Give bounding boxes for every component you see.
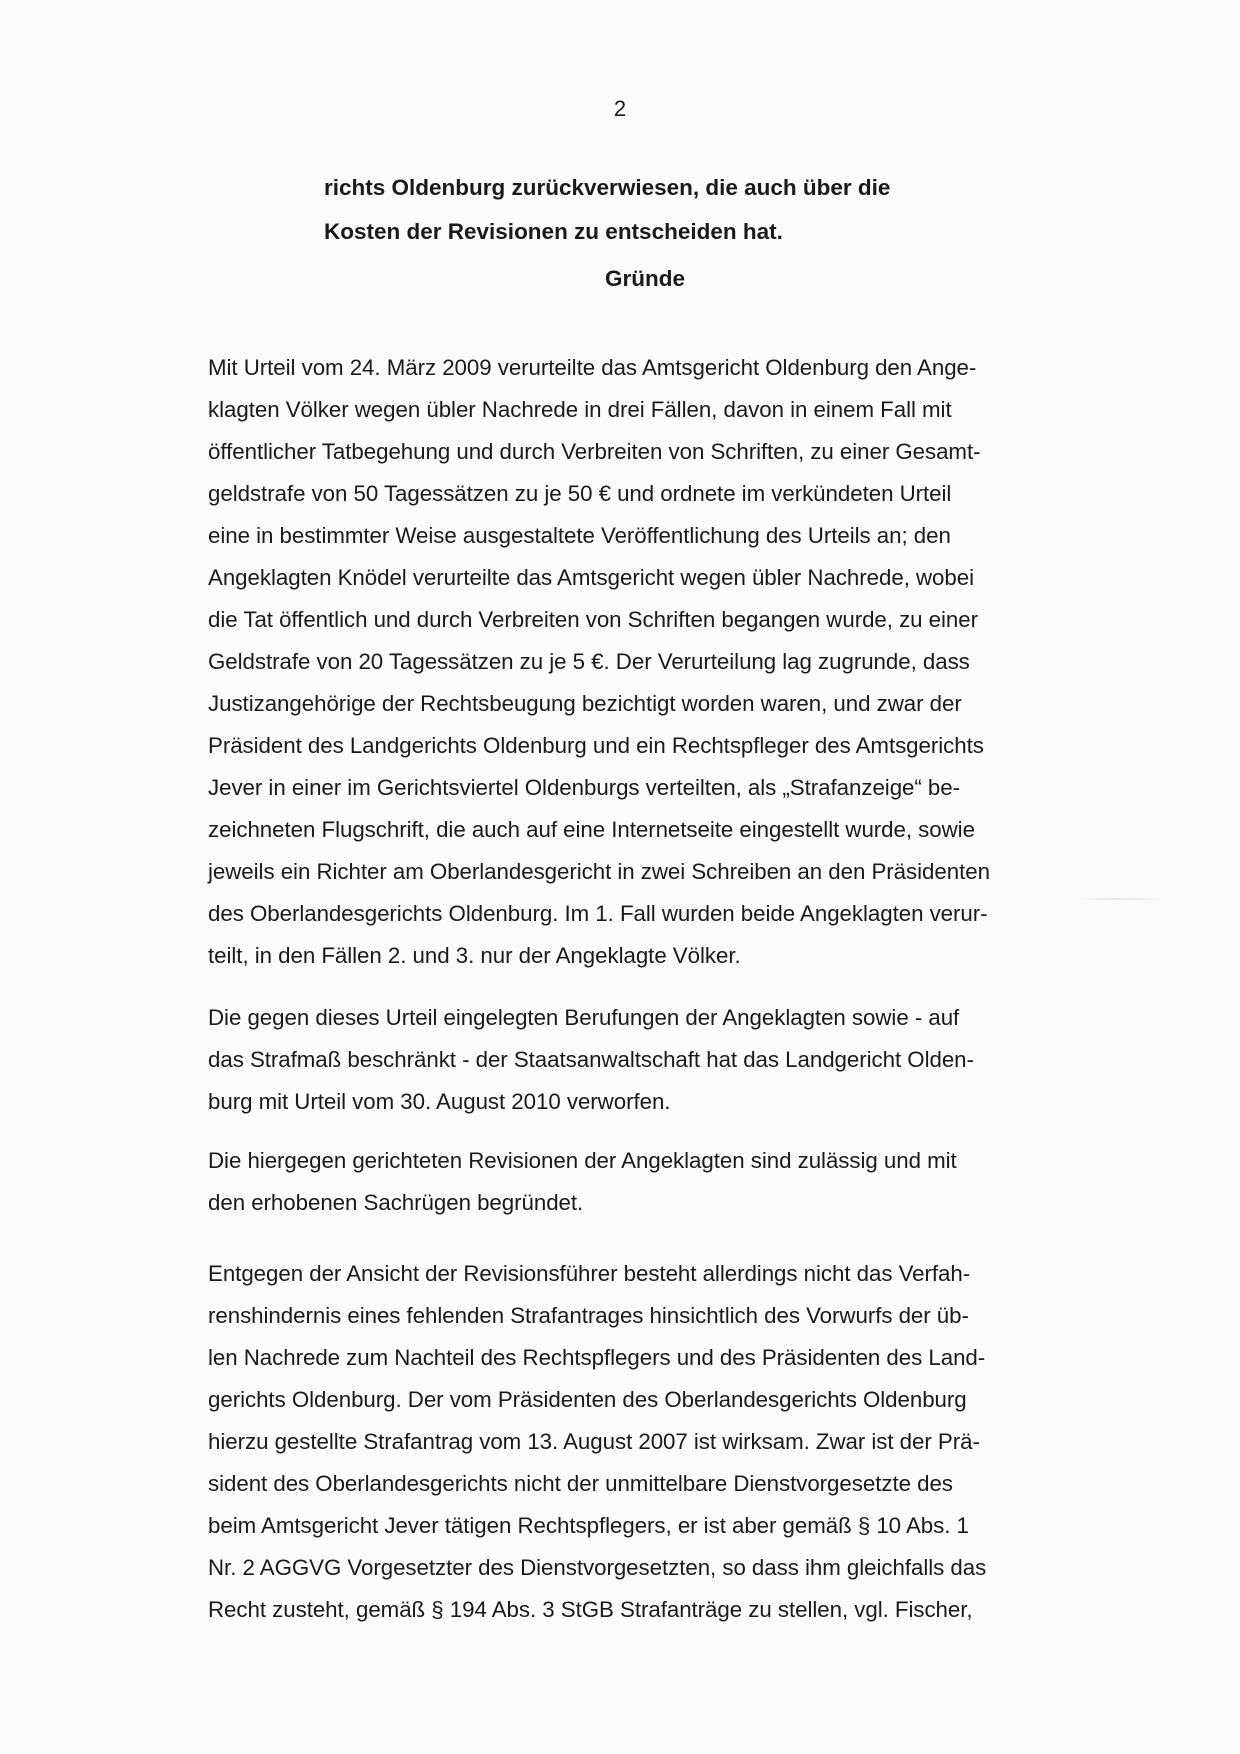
text-line: geldstrafe von 50 Tagessätzen zu je 50 € und ordnete im verkündeten Urteil (208, 481, 952, 506)
text-line: des Oberlandesgerichts Oldenburg. Im 1. Fall wurden beide Angeklagten verur- (208, 901, 988, 926)
text-line: renshindernis eines fehlenden Strafantrages hinsichtlich des Vorwurfs der üb- (208, 1303, 969, 1328)
heading-line: richts Oldenburg zurückverwiesen, die auch über die (324, 175, 891, 200)
text-line: das Strafmaß beschränkt - der Staatsanwaltschaft hat das Landgericht Olden- (208, 1047, 974, 1072)
text-line: Präsident des Landgerichts Oldenburg und ein Rechtspfleger des Amtsgerichts (208, 733, 984, 758)
text-line: Die gegen dieses Urteil eingelegten Berufungen der Angeklagten sowie - auf (208, 1005, 960, 1030)
text-line: Geldstrafe von 20 Tagessätzen zu je 5 €. Der Verurteilung lag zugrunde, dass (208, 649, 970, 674)
heading-continuation (324, 166, 1044, 254)
paragraph-appeal (208, 997, 1088, 1123)
text-line: sident des Oberlandesgerichts nicht der unmittelbare Dienstvorgesetzte des (208, 1471, 953, 1496)
text-line: gerichts Oldenburg. Der vom Präsidenten des Oberlandesgerichts Oldenburg (208, 1387, 967, 1412)
text-line: jeweils ein Richter am Oberlandesgericht in zwei Schreiben an den Präsidenten (208, 859, 990, 884)
paragraph-revision-admissible (208, 1140, 1088, 1224)
paragraph-verdict-first-instance (208, 347, 1088, 977)
text-line: burg mit Urteil vom 30. August 2010 verworfen. (208, 1089, 671, 1114)
text-line: teilt, in den Fällen 2. und 3. nur der Angeklagte Völker. (208, 943, 741, 968)
text-line: öffentlicher Tatbegehung und durch Verbreiten von Schriften, zu einer Gesamt- (208, 439, 981, 464)
text-line: Die hiergegen gerichteten Revisionen der Angeklagten sind zulässig und mit (208, 1148, 957, 1173)
text-line: den erhobenen Sachrügen begründet. (208, 1190, 584, 1215)
text-line: len Nachrede zum Nachteil des Rechtspflegers und des Präsidenten des Land- (208, 1345, 986, 1370)
heading-line: Kosten der Revisionen zu entscheiden hat. (324, 219, 783, 244)
text-line: Recht zusteht, gemäß § 194 Abs. 3 StGB Strafanträge zu stellen, vgl. Fischer, (208, 1597, 973, 1622)
text-line: zeichneten Flugschrift, die auch auf eine Internetseite eingestellt wurde, sowie (208, 817, 975, 842)
page-number: 2 (613, 96, 627, 121)
text-line: Jever in einer im Gerichtsviertel Oldenburgs verteilten, als „Strafanzeige“ be- (208, 775, 960, 800)
text-line: hierzu gestellte Strafantrag vom 13. August 2007 ist wirksam. Zwar ist der Prä- (208, 1429, 980, 1454)
text-line: eine in bestimmter Weise ausgestaltete Veröffentlichung des Urteils an; den (208, 523, 951, 548)
section-title: Gründe (604, 266, 685, 291)
text-line: Entgegen der Ansicht der Revisionsführer besteht allerdings nicht das Verfah- (208, 1261, 971, 1286)
text-line: Justizangehörige der Rechtsbeugung bezichtigt worden waren, und zwar der (208, 691, 962, 716)
paragraph-criminal-complaint (208, 1253, 1088, 1631)
text-line: Angeklagten Knödel verurteilte das Amtsgericht wegen übler Nachrede, wobei (208, 565, 975, 590)
scan-artifact (1080, 898, 1160, 900)
text-line: Mit Urteil vom 24. März 2009 verurteilte das Amtsgericht Oldenburg den Ange- (208, 355, 977, 380)
text-line: beim Amtsgericht Jever tätigen Rechtspflegers, er ist aber gemäß § 10 Abs. 1 (208, 1513, 969, 1538)
text-line: Nr. 2 AGGVG Vorgesetzter des Dienstvorgesetzten, so dass ihm gleichfalls das (208, 1555, 987, 1580)
text-line: die Tat öffentlich und durch Verbreiten von Schriften begangen wurde, zu einer (208, 607, 978, 632)
text-line: klagten Völker wegen übler Nachrede in drei Fällen, davon in einem Fall mit (208, 397, 952, 422)
